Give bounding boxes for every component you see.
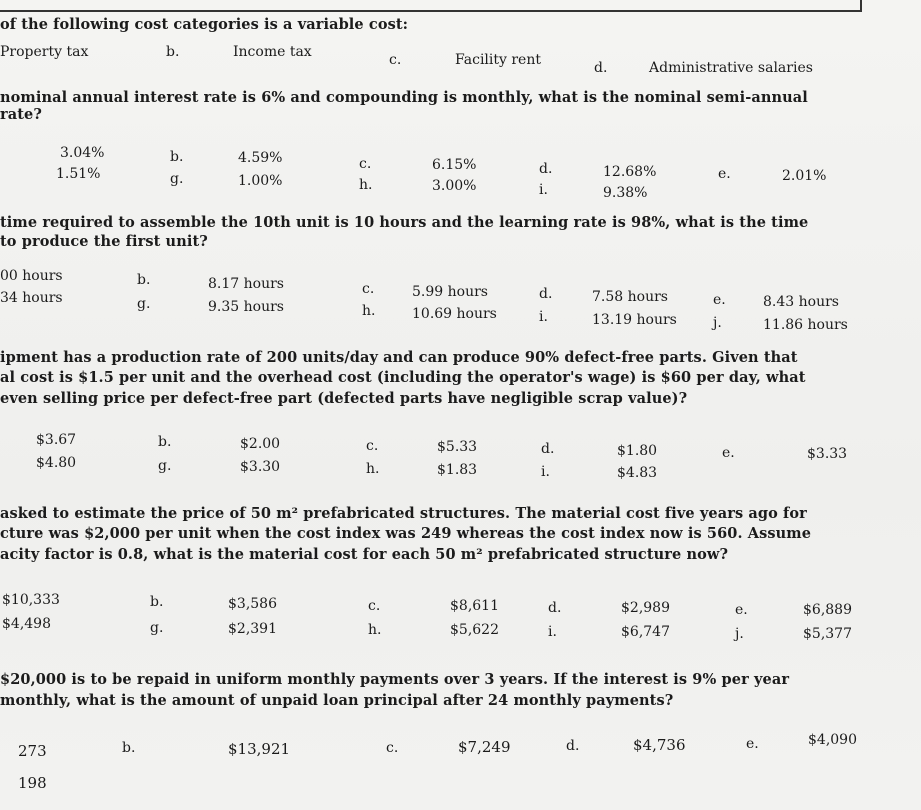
- q2-option-d-letter: d.: [539, 161, 553, 177]
- q2-option-g-letter: g.: [170, 171, 184, 187]
- q5-option-j-letter: j.: [735, 626, 744, 642]
- q1-option-d: Administrative salaries: [649, 60, 813, 76]
- q2-stem-line1: nominal annual interest rate is 6% and compounding is monthly, what is the nominal semi-annual: [0, 89, 808, 106]
- q4-option-c-letter: c.: [366, 438, 379, 454]
- q3-stem-line1-text: time required to assemble the 10th unit is 10 hours and the learning rate is 98%, what is the time: [0, 214, 809, 231]
- q4-stem-line1: ipment has a production rate of 200 units/day and can produce 90% defect-free parts. Given that: [0, 349, 798, 366]
- q4-stem-line2: al cost is $1.5 per unit and the overhead cost (including the operator's wage) is $60 per day, what: [0, 369, 806, 386]
- q4-option-c: $5.33: [437, 439, 478, 455]
- q3-option-h: 10.69 hours: [412, 306, 497, 322]
- q6-option-c-letter: c.: [386, 740, 399, 756]
- q4-option-e-letter: e.: [722, 445, 735, 461]
- q2-option-b: 4.59%: [238, 150, 283, 166]
- q2-option-c-letter: c.: [359, 156, 372, 172]
- q4-option-i: $4.83: [617, 465, 658, 481]
- q2-option-i: 9.38%: [603, 185, 648, 201]
- q1-option-b-letter: b.: [166, 44, 180, 60]
- q3-option-d: 7.58 hours: [592, 289, 668, 305]
- q5-option-e-letter: e.: [735, 602, 748, 618]
- q4-option-d-letter: d.: [541, 441, 555, 457]
- q3-option-a: 00 hours: [0, 268, 63, 284]
- q5-option-d: $2,989: [621, 600, 670, 616]
- q2-option-e-letter: e.: [718, 166, 731, 182]
- q3-option-c: 5.99 hours: [412, 284, 488, 300]
- q2-option-e: 2.01%: [782, 168, 827, 184]
- q3-option-f: 34 hours: [0, 290, 63, 306]
- q2-option-b-letter: b.: [170, 149, 184, 165]
- q3-option-i-letter: i.: [539, 309, 548, 325]
- q5-option-g-letter: g.: [150, 620, 164, 636]
- q5-stem-line3: acity factor is 0.8, what is the material cost for each 50 m² prefabricated structure now?: [0, 546, 729, 563]
- q1-option-b: Income tax: [233, 44, 312, 60]
- q6-option-f: 198: [18, 774, 47, 792]
- q5-option-d-letter: d.: [548, 600, 562, 616]
- q6-option-b: $13,921: [228, 740, 291, 758]
- q1-stem: of the following cost categories is a variable cost:: [0, 16, 409, 33]
- q3-option-g-letter: g.: [137, 296, 151, 312]
- q6-option-a: 273: [18, 742, 47, 760]
- q4-option-a: $3.67: [36, 432, 77, 448]
- q2-stem-line2: rate?: [0, 106, 42, 123]
- q5-option-g: $2,391: [228, 621, 277, 637]
- q3-option-b: 8.17 hours: [208, 276, 284, 292]
- q6-option-b-letter: b.: [122, 740, 136, 756]
- top-border: [0, 0, 862, 12]
- q6-option-e: $4,090: [808, 732, 857, 748]
- q5-stem-line1: asked to estimate the price of 50 m² prefabricated structures. The material cost five years ago for: [0, 505, 807, 522]
- q3-option-j-letter: j.: [713, 315, 722, 331]
- q1-option-c: Facility rent: [455, 52, 541, 68]
- q3-option-j: 11.86 hours: [763, 317, 848, 333]
- q4-option-b-letter: b.: [158, 434, 172, 450]
- q2-option-d: 12.68%: [603, 164, 657, 180]
- q3-option-c-letter: c.: [362, 281, 375, 297]
- q5-option-h: $5,622: [450, 622, 499, 638]
- q5-option-a: $10,333: [2, 592, 60, 608]
- q2-option-g: 1.00%: [238, 173, 283, 189]
- q2-option-c: 6.15%: [432, 157, 477, 173]
- q6-stem-line2: monthly, what is the amount of unpaid loan principal after 24 monthly payments?: [0, 692, 674, 709]
- q3-option-d-letter: d.: [539, 286, 553, 302]
- q4-option-h-letter: h.: [366, 461, 380, 477]
- q5-stem-line2: cture was $2,000 per unit when the cost index was 249 whereas the cost index now is 560. Assume: [0, 525, 812, 542]
- q3-stem-line1: [0, 214, 808, 232]
- q1-option-a: Property tax: [0, 44, 89, 60]
- q5-option-c-letter: c.: [368, 598, 381, 614]
- q2-option-a: 3.04%: [60, 145, 105, 161]
- q4-option-i-letter: i.: [541, 464, 550, 480]
- q2-option-f: 1.51%: [56, 166, 101, 182]
- q5-option-i-letter: i.: [548, 624, 557, 640]
- q3-option-e: 8.43 hours: [763, 294, 839, 310]
- q4-option-b: $2.00: [240, 436, 281, 452]
- q5-option-f: $4,498: [2, 616, 51, 632]
- q4-option-g: $3.30: [240, 459, 281, 475]
- q4-option-d: $1.80: [617, 443, 658, 459]
- q5-option-j: $5,377: [803, 626, 852, 642]
- q3-option-h-letter: h.: [362, 303, 376, 319]
- q1-option-d-letter: d.: [594, 60, 608, 76]
- q5-option-c: $8,611: [450, 598, 499, 614]
- q5-option-h-letter: h.: [368, 622, 382, 638]
- q2-option-h-letter: h.: [359, 177, 373, 193]
- q4-option-h: $1.83: [437, 462, 478, 478]
- q3-option-b-letter: b.: [137, 272, 151, 288]
- q4-option-f: $4.80: [36, 455, 77, 471]
- q4-option-g-letter: g.: [158, 458, 172, 474]
- q6-option-d: $4,736: [633, 736, 686, 754]
- q6-option-d-letter: d.: [566, 738, 580, 754]
- q2-option-i-letter: i.: [539, 182, 548, 198]
- q2-option-h: 3.00%: [432, 178, 477, 194]
- q3-option-e-letter: e.: [713, 292, 726, 308]
- q4-stem-line3: even selling price per defect-free part (defected parts have negligible scrap value)?: [0, 390, 688, 407]
- q5-option-b-letter: b.: [150, 594, 164, 610]
- q3-option-g: 9.35 hours: [208, 299, 284, 315]
- q5-option-b: $3,586: [228, 596, 277, 612]
- q4-option-e: $3.33: [807, 446, 848, 462]
- q3-option-i: 13.19 hours: [592, 312, 677, 328]
- q6-option-e-letter: e.: [746, 736, 759, 752]
- q5-option-i: $6,747: [621, 624, 670, 640]
- q3-stem-line2: to produce the first unit?: [0, 233, 208, 250]
- q6-stem-line1: $20,000 is to be repaid in uniform monthly payments over 3 years. If the interest is 9% per year: [0, 671, 790, 688]
- q6-option-c: $7,249: [458, 738, 511, 756]
- q1-option-c-letter: c.: [389, 52, 402, 68]
- q5-option-e: $6,889: [803, 602, 852, 618]
